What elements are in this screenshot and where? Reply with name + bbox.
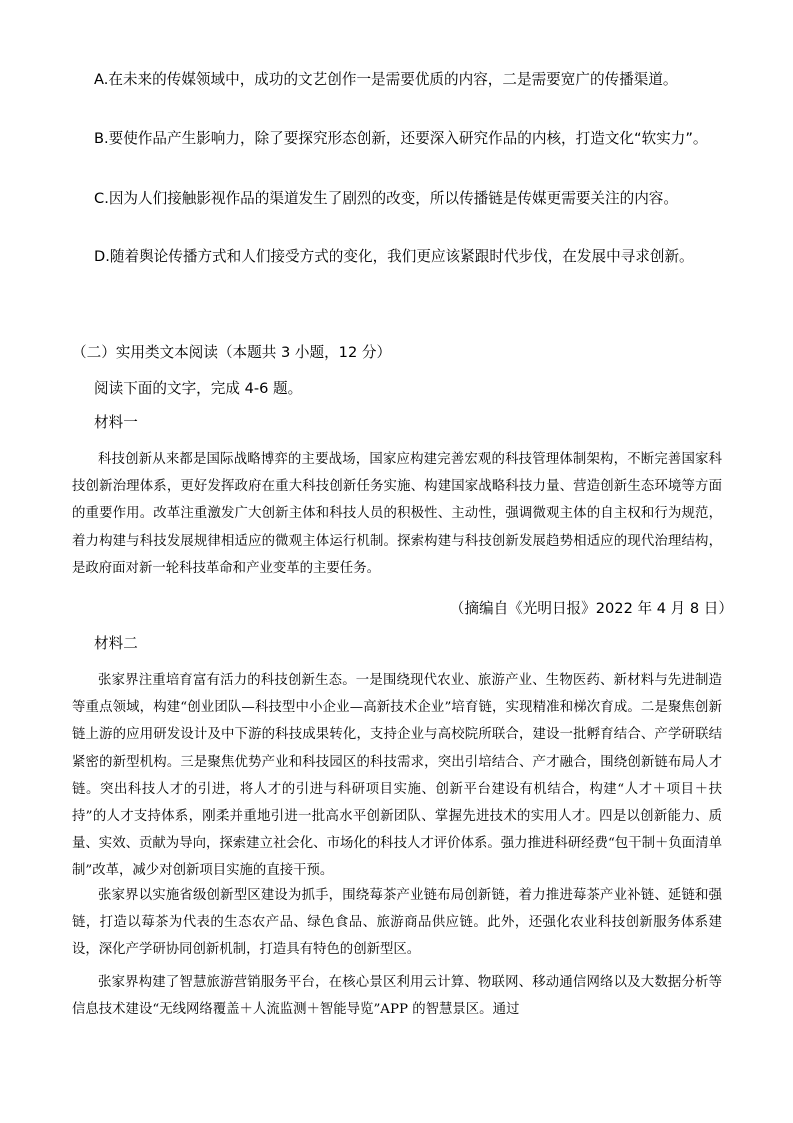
option-d: D.随着舆论传播方式和人们接受方式的变化，我们更应该紧跟时代步伐，在发展中寻求创新。 bbox=[94, 248, 694, 265]
material-2-paragraph-3: 张家界构建了智慧旅游营销服务平台，在核心景区利用云计算、物联网、移动通信网络以及大数据分析等信息技术建设“无线网络覆盖＋人流监测＋智能导览”APP 的智慧景区。通过 bbox=[72, 975, 722, 1018]
option-c: C.因为人们接触影视作品的渠道发生了剧烈的改变，所以传播链是传媒更需要关注的内容。 bbox=[94, 190, 678, 207]
material-2-paragraph-2: 张家界以实施省级创新型区建设为抓手，围绕莓茶产业链布局创新链，着力推进莓茶产业补链、延链和强链，打造以莓茶为代表的生态农产品、绿色食品、旅游商品供应链。此外，还强化农业科技创新服务体系建设，深化产学研协同创新机制，打造具有特色的创新型区。 bbox=[72, 888, 722, 958]
option-b: B.要使作品产生影响力，除了要探究形态创新，还要深入研究作品的内核，打造文化“软实力”。 bbox=[94, 130, 708, 147]
material-1-label: 材料一 bbox=[94, 414, 138, 431]
section-heading: （二）实用类文本阅读（本题共 3 小题，12 分） bbox=[72, 344, 392, 361]
option-a: A.在未来的传媒领域中，成功的文艺创作一是需要优质的内容，二是需要宽广的传播渠道。 bbox=[94, 71, 678, 88]
section-instruction: 阅读下面的文字，完成 4-6 题。 bbox=[94, 380, 303, 397]
material-2-paragraph-1: 张家界注重培育富有活力的科技创新生态。一是围绕现代农业、旅游产业、生物医药、新材料与先进制造等重点领域，构建“创业团队—科技型中小企业—高新技术企业”培育链，实现精准和梯次育成。二是聚焦创新链上游的应用研发设计及中下游的科技成果转化，支持企业与高校院所联合，建设一批孵育结合、产学研联结紧密的新型机构。三是聚焦优势产业和科技园区的科技需求，突出引培结合、产才融合，围绕创新链布局人才链。突出科技人才的引进，将人才的引进与科研项目实施、创新平台建设有机结合，构建“人才＋项目＋扶持”的人才支持体系，刚柔并重地引进一批高水平创新团队、掌握先进技术的实用人才。四是以创新能力、质量、实效、贡献为导向，探索建立社会化、市场化的科技人才评价体系。强力推进科研经费“包干制＋负面清单制”改革，减少对创新项目实施的直接干预。 bbox=[72, 673, 722, 879]
material-1-source: （摘编自《光明日报》2022 年 4 月 8 日） bbox=[449, 600, 733, 617]
material-2-label: 材料二 bbox=[94, 635, 138, 652]
material-1-text: 科技创新从来都是国际战略博弈的主要战场，国家应构建完善宏观的科技管理体制架构，不断完善国家科技创新治理体系，更好发挥政府在重大科技创新任务实施、构建国家战略科技力量、营造创新生态环境等方面的重要作用。改革注重激发广大创新主体和科技人员的积极性、主动性，强调微观主体的自主权和行为规范，着力构建与科技发展规律相适应的微观主体运行机制。探索构建与科技创新发展趋势相适应的现代治理结构，是政府面对新一轮科技革命和产业变革的主要任务。 bbox=[72, 452, 722, 576]
